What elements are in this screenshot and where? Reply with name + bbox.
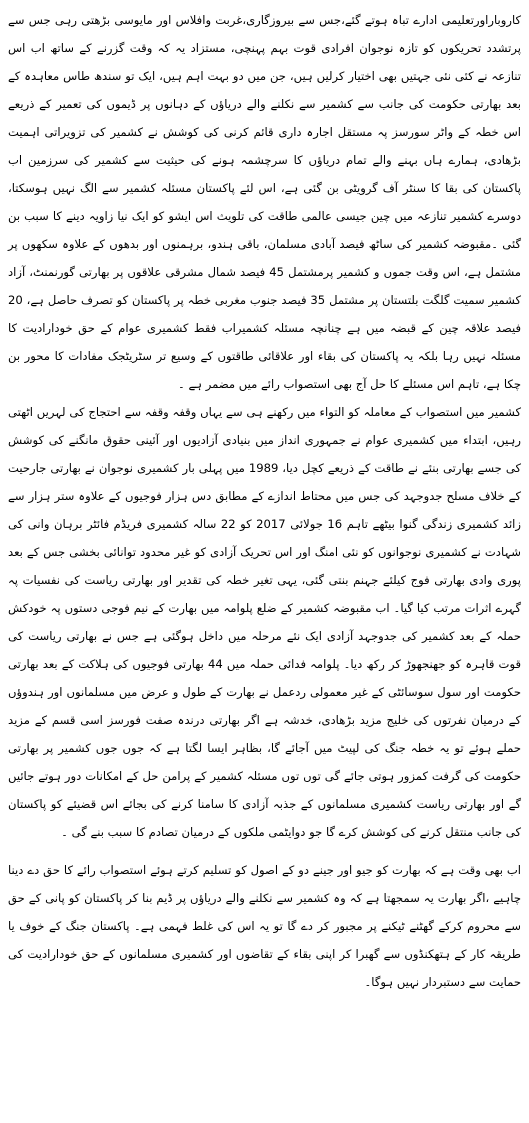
article-paragraph-2: کشمیر میں استصواب کے معاملہ کو التواء میں رکھنے ہی سے یہاں وقفہ وقفہ سے احتجاج کی لہریں اٹھتی رہیں، ابتداء میں کشمیری عوام نے جمہوری انداز میں بنیادی آزادیوں اور آئینی حقوق مانگنے کی کوشش کی جسے بھارتی بنئے نے طاقت کے ذریعے کچل دیا، 1989 میں پہلی بار کشمیری نوجوان نے بھارتی جارحیت کے خلاف مسلح جدوجہد کی جس میں محتاط اندازے کے مطابق دس ہزار فوجیوں کے علاوہ ستر ہزار سے زائد کشمیری زندگی گنوا بیٹھے تاہم 16 جولائی 2017 کو 22 سالہ کشمیری فریڈم فائٹر برہان وانی کی شہادت نے کشمیری نوجوانوں کو نئی امنگ اور اس تحریک آزادی کو غیر محدود توانائی بخشی جس کے بعد پوری وادی بھارتی فوج کیلئے جہنم بنتی گئی، یہی تغیر خطہ کی تقدیر اور بھارتی ریاست کی نفسیات پہ گہرے اثرات مرتب کیا گیا۔ اب مقبوضہ کشمیر کے ضلع پلوامہ میں بھارت کے نیم فوجی دستوں پہ خودکش حملہ کے بعد کشمیر کی جدوجہد آزادی ایک نئے مرحلہ میں داخل ہوگئی ہے جس نے بھارتی ریاست کی قوت قاہرہ کو جھنجھوڑ کر رکھ دیا۔ پلوامہ فدائی حملہ میں 44 بھارتی فوجیوں کی ہلاکت کے بعد بھارتی حکومت اور سول سوسائٹی کے غیر معمولی ردعمل نے بھارت کے طول و عرض میں مسلمانوں اور ہندوؤں کے درمیان نفرتوں کی خلیج مزید بڑھادی، خدشہ ہے اگر بھارتی درندہ صفت فورسز اسی قسم کے مزید حملے ہوئے تو یہ خطہ جنگ کی لپیٹ میں آجائے گا، بظاہر ایسا لگتا ہے کہ جوں جوں کشمیر پر بھارتی حکومت کی گرفت کمزور ہوتی جائے گی توں توں مسئلہ کشمیر کے پرامن حل کے امکانات دور ہوتے جائیں گے اور بھارتی ریاست کشمیری مسلمانوں کے جذبہ آزادی کا سامنا کرنے کی بجائے اس قضیئے کو پاکستان کی جانب منتقل کرنے کی کوشش کرے گا جو دوایٹمی ملکوں کے درمیان تصادم کا سبب بنے گی ۔ [8,405,522,839]
paragraph-gap [8,846,521,856]
article-paragraph-1: کاروباراورتعلیمی ادارے تباہ ہوتے گئے،جس سے بیروزگاری،غربت وافلاس اور مایوسی بڑھتی رہی جس سے پرتشدد تحریکوں کو تازہ نوجوان افرادی قوت بہم پہنچی، مستزاد یہ کہ وقت گزرنے کے ساتھ اب اس تنازعہ نے کئی نئی جہتیں بھی اختیار کرلیں ہیں، جن میں دو بہت اہم ہیں، ایک تو سندھ طاس معاہدہ کے بعد بھارتی حکومت کی جانب سے کشمیر سے نکلنے والے دریاؤں کے دہانوں پر ڈیموں کی تعمیر کے ذریعے اس خطہ کے واٹر سورسز پہ مستقل اجارہ داری قائم کرنی کی کوشش نے کشمیر کی تزویراتی اہمیت بڑھادی، ہمارے ہاں بہنے والے تمام دریاؤں کا سرچشمہ ہونے کی حیثیت سے کشمیر کی سرزمین اب پاکستان کی بقا کا سنٹر آف گرویٹی بن گئی ہے، اس لئے پاکستان مسئلہ کشمیر سے الگ نہیں ہوسکتا، دوسرے کشمیر تنازعہ میں چین جیسی عالمی طاقت کی تلویث اس ایشو کو ایک نیا زاویہ دینے کا سبب بن گئی ۔مقبوضہ کشمیر کی ساٹھ فیصد آبادی مسلمان، باقی ہندو، برہمنوں اور بدھوں کے علاوہ سکھوں پر مشتمل ہے، اس وقت جموں و کشمیر پرمشتمل 45 فیصد شمال مشرقی علاقوں پر بھارتی گورنمنٹ، آزاد کشمیر سمیت گلگت بلتستان پر مشتمل 35 فیصد جنوب مغربی خطہ پر پاکستان کو تصرف حاصل ہے، 20 فیصد علاقہ چین کے قبضہ میں ہے چنانچہ مسئلہ کشمیراب فقط کشمیری عوام کے حق خودارادیت کا مسئلہ نہیں رہا بلکہ یہ پاکستان کی بقاء اور علاقائی طاقتوں کے وسیع تر سٹریٹجک مفادات کا محور بن چکا ہے، تاہم اس مسئلے کا حل آج بھی استصواب رائے میں مضمر ہے ۔ [8,13,521,391]
article-paragraph-3: اب بھی وقت ہے کہ بھارت کو جیو اور جینے دو کے اصول کو تسلیم کرتے ہوئے استصواب رائے کا حق دے دینا چاہیے ،اگر بھارت یہ سمجھتا ہے کہ وہ کشمیر سے نکلنے والے دریاؤں پر ڈیم بنا کر پاکستان کو پانی کے حق سے محروم کرکے گھٹنے ٹیکنے پر مجبور کر دے گا تو یہ اس کی غلط فہمی ہے۔ پاکستان جنگ کے خوف یا طریقہ کار کے ہتھکنڈوں سے گھبرا کر اپنی بقاء کے تقاضوں اور کشمیری مسلمانوں کے حق خودارادیت کی حمایت سے دستبردار نہیں ہوگا۔ [8,863,521,989]
